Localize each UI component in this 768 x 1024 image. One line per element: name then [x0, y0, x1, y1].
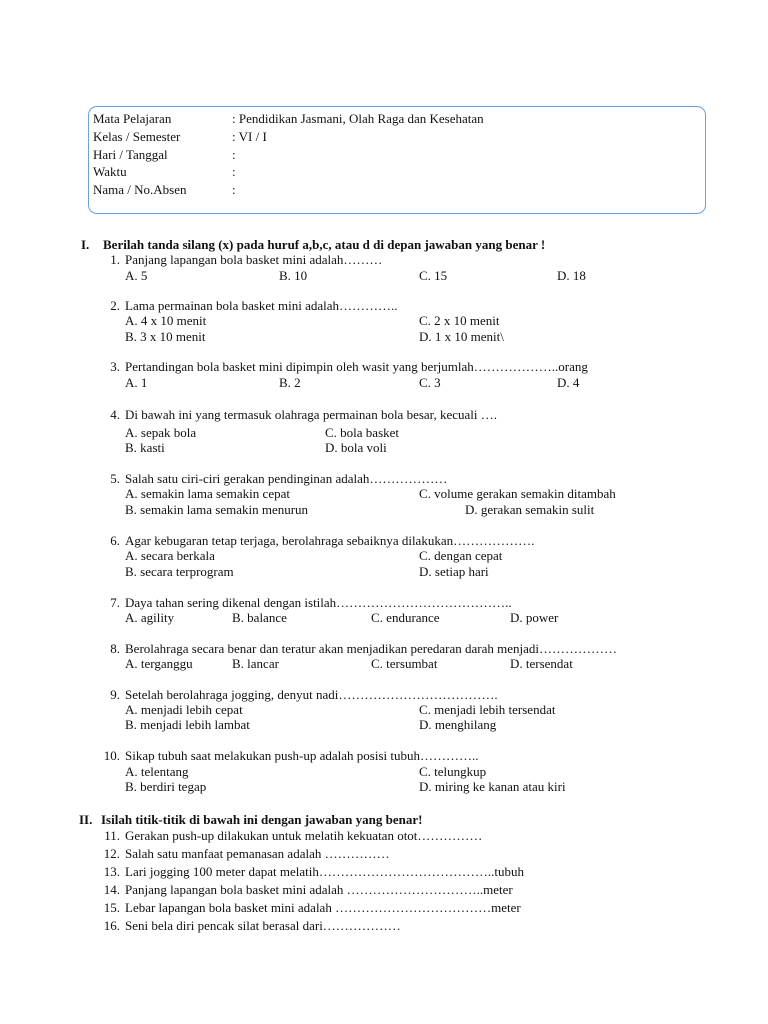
option-c[interactable]: C. endurance: [371, 610, 440, 625]
option-a[interactable]: A. menjadi lebih cepat: [125, 702, 243, 717]
option-c[interactable]: C. dengan cepat: [419, 548, 503, 563]
option-d[interactable]: D. gerakan semakin sulit: [465, 502, 595, 517]
question-text: Lama permainan bola basket mini adalah…………..: [125, 298, 398, 313]
option-b[interactable]: B. lancar: [232, 656, 279, 671]
header-label: Waktu: [93, 164, 127, 179]
header-value: : VI / I: [232, 129, 267, 144]
header-value: :: [232, 182, 236, 197]
question-text: Berolahraga secara benar dan teratur akan menjadikan peredaran darah menjadi………………: [125, 641, 617, 656]
option-b[interactable]: B. secara terprogram: [125, 564, 234, 579]
header-label: Mata Pelajaran: [93, 111, 172, 126]
question-text: Di bawah ini yang termasuk olahraga permainan bola besar, kecuali ….: [125, 407, 498, 422]
question-number: 11.: [104, 828, 120, 843]
option-d[interactable]: D. tersendat: [510, 656, 573, 671]
option-a[interactable]: A. secara berkala: [125, 548, 215, 563]
question-text: Gerakan push-up dilakukan untuk melatih kekuatan otot……………: [125, 828, 483, 843]
option-d[interactable]: D. 1 x 10 menit\: [419, 329, 504, 344]
option-d[interactable]: D. 4: [557, 375, 580, 390]
header-label: Kelas / Semester: [93, 129, 181, 144]
question-number: 14.: [103, 882, 120, 897]
option-c[interactable]: C. 15: [419, 268, 448, 283]
option-a[interactable]: A. terganggu: [125, 656, 193, 671]
question-number: 13.: [103, 864, 120, 879]
question-text: Panjang lapangan bola basket mini adalah………: [125, 252, 383, 267]
question-number: 5.: [110, 471, 120, 486]
option-c[interactable]: C. telungkup: [419, 764, 487, 779]
option-a[interactable]: A. 1: [125, 375, 148, 390]
question-number: 12.: [103, 846, 120, 861]
section-number: I.: [81, 237, 90, 252]
option-c[interactable]: C. menjadi lebih tersendat: [419, 702, 556, 717]
option-a[interactable]: A. telentang: [125, 764, 189, 779]
option-d[interactable]: D. menghilang: [419, 717, 497, 732]
option-a[interactable]: A. 4 x 10 menit: [125, 313, 207, 328]
question-number: 15.: [103, 900, 120, 915]
question-number: 7.: [110, 595, 120, 610]
option-b[interactable]: B. kasti: [125, 440, 165, 455]
question-number: 4.: [110, 407, 120, 422]
option-c[interactable]: C. tersumbat: [371, 656, 438, 671]
option-b[interactable]: B. menjadi lebih lambat: [125, 717, 250, 732]
option-c[interactable]: C. volume gerakan semakin ditambah: [419, 486, 616, 501]
question-number: 9.: [110, 687, 120, 702]
option-b[interactable]: B. 2: [279, 375, 301, 390]
option-c[interactable]: C. bola basket: [325, 425, 400, 440]
section-number: II.: [79, 812, 93, 827]
question-text: Agar kebugaran tetap terjaga, berolahraga sebaiknya dilakukan……………….: [125, 533, 535, 548]
option-b[interactable]: B. balance: [232, 610, 287, 625]
question-number: 3.: [110, 359, 120, 374]
option-a[interactable]: A. 5: [125, 268, 148, 283]
option-b[interactable]: B. semakin lama semakin menurun: [125, 502, 309, 517]
option-b[interactable]: B. 10: [279, 268, 308, 283]
section-title: Berilah tanda silang (x) pada huruf a,b,c, atau d di depan jawaban yang benar !: [103, 237, 546, 252]
header-value: :: [232, 147, 236, 162]
question-text: Seni bela diri pencak silat berasal dari………………: [125, 918, 401, 933]
question-text: Salah satu manfaat pemanasan adalah ……………: [125, 846, 390, 861]
question-text: Daya tahan sering dikenal dengan istilah…………………………………..: [125, 595, 512, 610]
question-text: Sikap tubuh saat melakukan push-up adalah posisi tubuh…………..: [125, 748, 479, 763]
question-number: 16.: [103, 918, 120, 933]
question-number: 2.: [110, 298, 120, 313]
option-a[interactable]: A. semakin lama semakin cepat: [125, 486, 290, 501]
option-d[interactable]: D. setiap hari: [419, 564, 489, 579]
header-label: Hari / Tanggal: [93, 147, 168, 162]
header-value: :: [232, 164, 236, 179]
option-a[interactable]: A. sepak bola: [125, 425, 197, 440]
header-label: Nama / No.Absen: [93, 182, 187, 197]
question-text: Lebar lapangan bola basket mini adalah ………………………………meter: [125, 900, 521, 915]
option-d[interactable]: D. bola voli: [325, 440, 387, 455]
option-b[interactable]: B. berdiri tegap: [125, 779, 207, 794]
question-text: Panjang lapangan bola basket mini adalah …………………………..meter: [125, 882, 513, 897]
option-a[interactable]: A. agility: [125, 610, 175, 625]
option-b[interactable]: B. 3 x 10 menit: [125, 329, 206, 344]
question-text: Pertandingan bola basket mini dipimpin oleh wasit yang berjumlah………………..orang: [125, 359, 588, 374]
option-d[interactable]: D. 18: [557, 268, 586, 283]
question-number: 1.: [110, 252, 120, 267]
question-text: Salah satu ciri-ciri gerakan pendinginan adalah………………: [125, 471, 448, 486]
question-number: 10.: [103, 748, 120, 763]
question-number: 8.: [110, 641, 120, 656]
option-c[interactable]: C. 3: [419, 375, 441, 390]
question-text: Lari jogging 100 meter dapat melatih…………………………………..tubuh: [125, 864, 524, 879]
option-d[interactable]: D. power: [510, 610, 559, 625]
section-title: Isilah titik-titik di bawah ini dengan jawaban yang benar!: [101, 812, 423, 827]
question-text: Setelah berolahraga jogging, denyut nadi……………………………….: [125, 687, 498, 702]
header-value: : Pendidikan Jasmani, Olah Raga dan Kesehatan: [232, 111, 484, 126]
option-c[interactable]: C. 2 x 10 menit: [419, 313, 500, 328]
question-number: 6.: [110, 533, 120, 548]
option-d[interactable]: D. miring ke kanan atau kiri: [419, 779, 566, 794]
